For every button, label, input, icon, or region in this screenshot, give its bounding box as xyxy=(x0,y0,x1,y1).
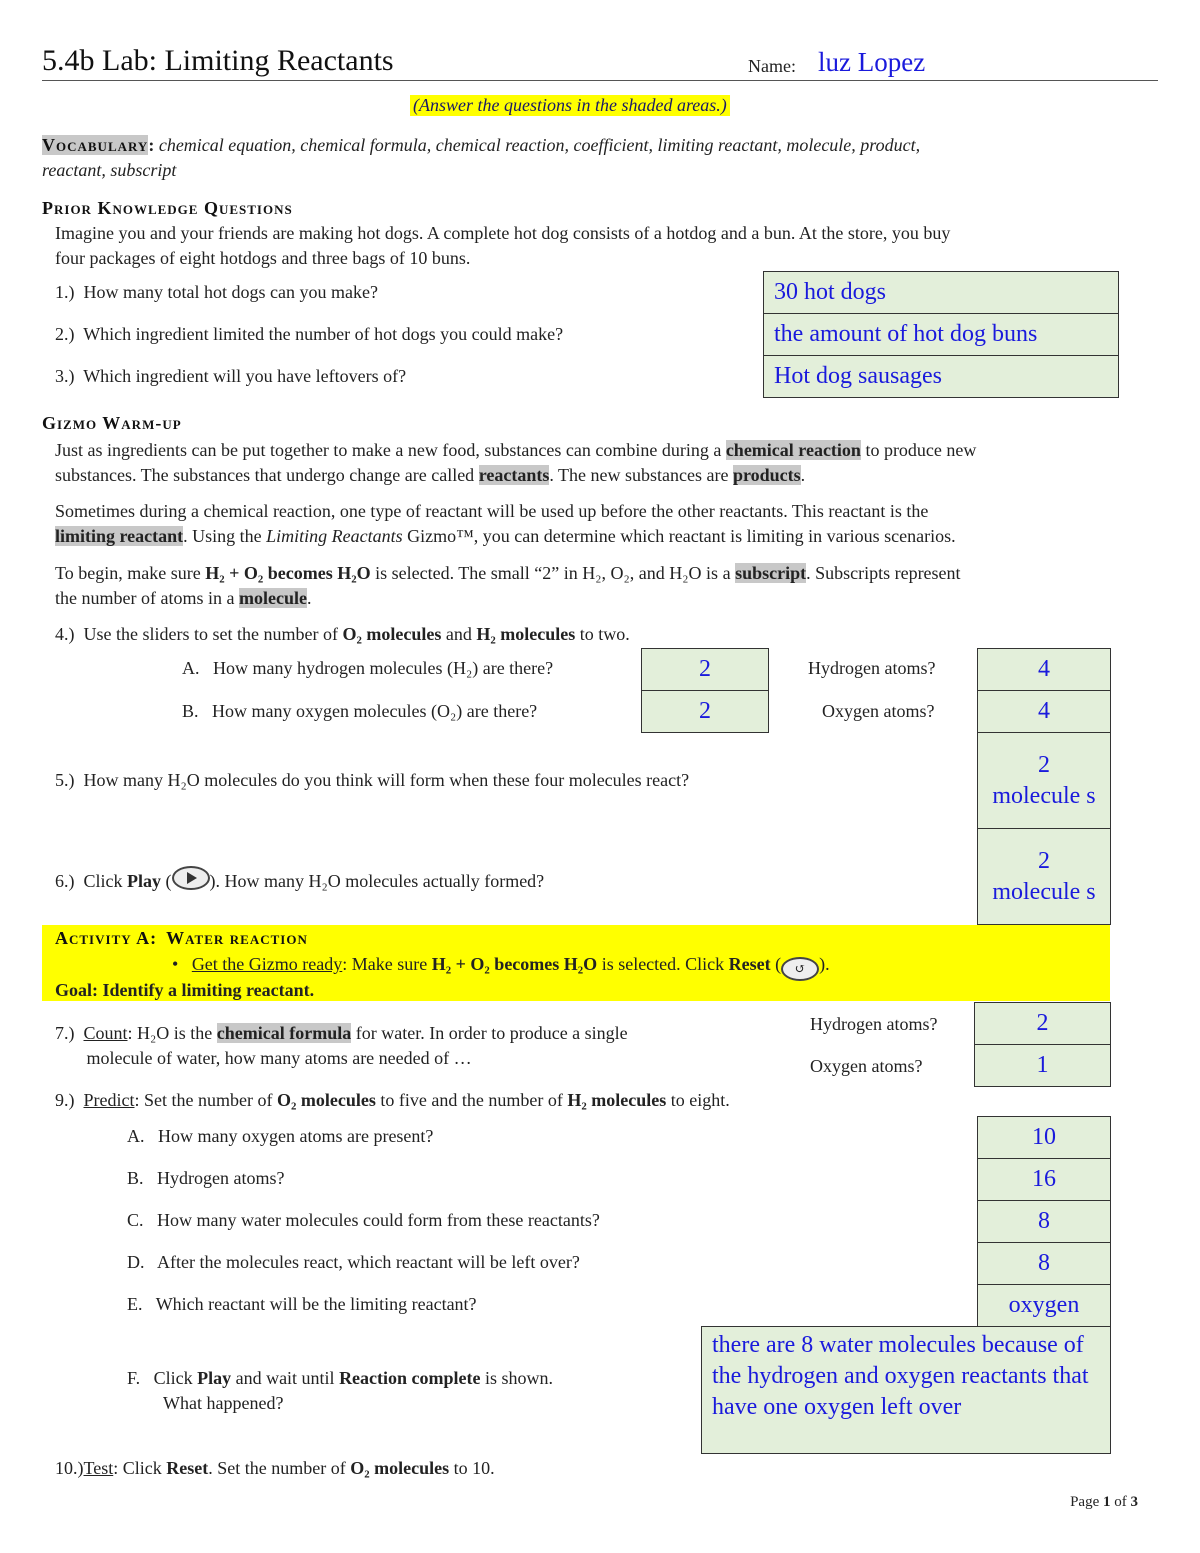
answer-field-3[interactable]: Hot dog sausages xyxy=(763,355,1119,398)
vocabulary-terms-line1: chemical equation, chemical formula, chemical reaction, coefficient, limiting reactant, molecule, product, xyxy=(158,135,921,155)
warmup-paragraph-1: Just as ingredients can be put together to make a new food, substances can combine during a chemical reaction to produce new substances. The substances that undergo change are called reactants. The new substances are products. xyxy=(55,440,977,485)
term-limiting-reactant: limiting reactant xyxy=(55,526,184,546)
question-9f: F. Click Play and wait until Reaction complete is shown. What happened? xyxy=(127,1368,554,1413)
answer-field-4a-atoms[interactable]: 4 xyxy=(977,648,1111,691)
question-4b: B. How many oxygen molecules (O₂) are there? xyxy=(182,701,538,721)
answer-field-4b-atoms[interactable]: 4 xyxy=(977,690,1111,733)
warmup-heading: Gizmo Warm-up xyxy=(42,413,182,433)
page-title: 5.4b Lab: Limiting Reactants xyxy=(42,44,394,77)
answer-field-7-hydrogen[interactable]: 2 xyxy=(974,1002,1111,1045)
activity-heading: Activity A: Water reaction xyxy=(55,928,308,948)
name-label: Name: xyxy=(748,56,796,76)
answer-field-4b[interactable]: 2 xyxy=(641,690,769,733)
term-chemical-reaction: chemical reaction xyxy=(725,440,861,460)
question-5: 5.) How many H₂O molecules do you think will form when these four molecules react? xyxy=(55,770,690,790)
question-6: 6.) Click Play ( ). How many H₂O molecules actually formed? xyxy=(55,866,544,892)
answer-field-1[interactable]: 30 hot dogs xyxy=(763,271,1119,314)
prior-knowledge-intro: Imagine you and your friends are making hot dogs. A complete hot dog consists of a hotdog and a bun. At the store, you buy four packages of eight hotdogs and three bags of 10 buns. xyxy=(55,223,951,268)
answer-field-7-oxygen[interactable]: 1 xyxy=(974,1044,1111,1087)
warmup-paragraph-3: To begin, make sure H₂ + O₂ becomes H₂O is selected. The small “2” in H₂, O₂, and H₂O is a subscript. Subscripts represent the number of atoms in a molecule. xyxy=(55,563,961,608)
q7-oxygen-label: Oxygen atoms? xyxy=(810,1056,923,1076)
question-3: 3.) Which ingredient will you have leftovers of? xyxy=(55,366,407,386)
header-divider xyxy=(42,80,1158,81)
hydrogen-atoms-label: Hydrogen atoms? xyxy=(808,658,936,678)
question-9a: A. How many oxygen atoms are present? xyxy=(127,1126,434,1146)
answer-field-6[interactable]: 2 molecule s xyxy=(977,828,1111,925)
question-9c: C. How many water molecules could form from these reactants? xyxy=(127,1210,600,1230)
answer-field-9d[interactable]: 8 xyxy=(977,1242,1111,1285)
answer-field-9a[interactable]: 10 xyxy=(977,1116,1111,1159)
question-4a: A. How many hydrogen molecules (H₂) are there? xyxy=(182,658,554,678)
activity-ready-line: • Get the Gizmo ready: Make sure H₂ + O₂ becomes H₂O is selected. Click Reset ( ↺ ). xyxy=(172,954,830,981)
question-9e: E. Which reactant will be the limiting reactant? xyxy=(127,1294,477,1314)
answer-field-2[interactable]: the amount of hot dog buns xyxy=(763,313,1119,356)
question-1: 1.) How many total hot dogs can you make? xyxy=(55,282,378,302)
q7-hydrogen-label: Hydrogen atoms? xyxy=(810,1014,938,1034)
activity-goal: Goal: Identify a limiting reactant. xyxy=(55,980,315,1000)
term-reactants: reactants xyxy=(478,465,550,485)
instructions-note: (Answer the questions in the shaded areas.) xyxy=(410,95,730,116)
vocabulary-terms-line2: reactant, subscript xyxy=(42,160,177,180)
answer-field-4a[interactable]: 2 xyxy=(641,648,769,691)
term-chemical-formula: chemical formula xyxy=(216,1023,352,1043)
name-field[interactable]: luz Lopez xyxy=(818,47,926,77)
play-icon xyxy=(172,866,210,890)
oxygen-atoms-label: Oxygen atoms? xyxy=(822,701,935,721)
question-9b: B. Hydrogen atoms? xyxy=(127,1168,285,1188)
question-4: 4.) Use the sliders to set the number of O₂ molecules and H₂ molecules to two. xyxy=(55,624,630,644)
warmup-paragraph-2: Sometimes during a chemical reaction, one type of reactant will be used up before the other reactants. This reactant is the limiting reactant. Using the Limiting Reactants Gizmo™, you can determine which reactant is limiting in various scenarios. xyxy=(55,501,956,546)
page-number: Page 1 of 3 xyxy=(1070,1494,1138,1510)
term-molecule: molecule xyxy=(238,588,307,608)
answer-field-9c[interactable]: 8 xyxy=(977,1200,1111,1243)
question-2: 2.) Which ingredient limited the number of hot dogs you could make? xyxy=(55,324,564,344)
answer-field-9f[interactable]: there are 8 water molecules because of the hydrogen and oxygen reactants that have one oxygen left over xyxy=(701,1326,1111,1454)
answer-field-9b[interactable]: 16 xyxy=(977,1158,1111,1201)
answer-field-5[interactable]: 2 molecule s xyxy=(977,732,1111,829)
answer-field-9e[interactable]: oxygen xyxy=(977,1284,1111,1327)
question-9d: D. After the molecules react, which reactant will be left over? xyxy=(127,1252,580,1272)
prior-knowledge-heading: Prior Knowledge Questions xyxy=(42,198,293,218)
vocabulary-heading: Vocabulary xyxy=(42,135,149,155)
question-7: 7.) Count: H₂O is the chemical formula for water. In order to produce a single molecule of water, how many atoms are needed of … xyxy=(55,1023,628,1068)
question-9: 9.) Predict: Set the number of O₂ molecules to five and the number of H₂ molecules to eight. xyxy=(55,1090,730,1110)
question-10: 10.)Test: Click Reset. Set the number of O₂ molecules to 10. xyxy=(55,1458,495,1478)
reset-icon: ↺ xyxy=(781,957,819,981)
term-subscript: subscript xyxy=(735,563,807,583)
term-products: products xyxy=(732,465,801,485)
vocabulary-section: Vocabulary: chemical equation, chemical formula, chemical reaction, coefficient, limiting reactant, molecule, product, reactant, subscript xyxy=(42,135,921,180)
